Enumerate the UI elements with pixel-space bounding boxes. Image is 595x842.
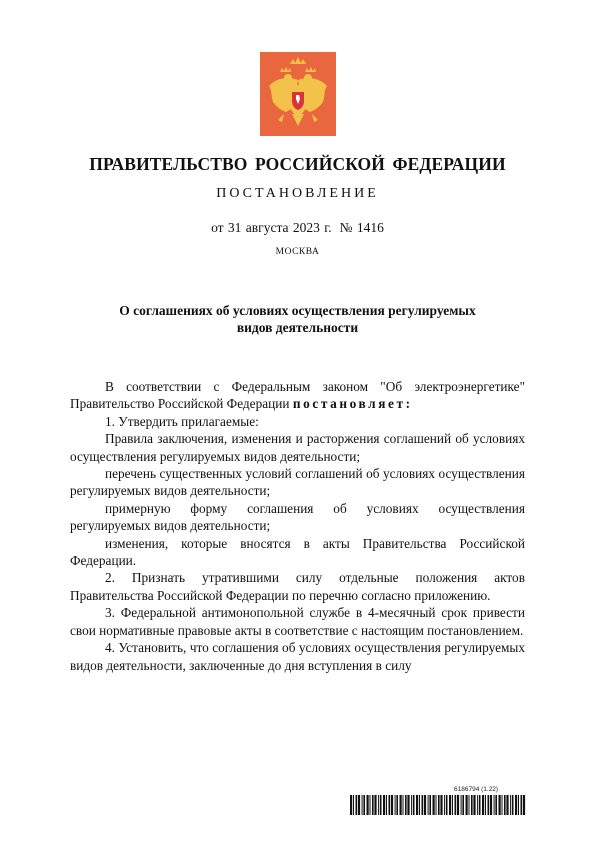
document-type: ПОСТАНОВЛЕНИЕ	[216, 186, 379, 201]
date-and-number	[0, 220, 595, 236]
document-body	[70, 378, 525, 674]
paragraph-list: перечень существенных условий соглашений об условиях осуществления регулируемых видов деятельности;	[70, 466, 525, 499]
paragraph-2: 2. Признать утратившими силу отдельные положения актов Правительства Российской Федерации по перечню согласно приложению.	[70, 570, 525, 603]
subject-line-1: О соглашениях об условиях осуществления регулируемых	[119, 303, 476, 318]
paragraph-preamble	[70, 378, 525, 413]
city: МОСКВА	[275, 247, 320, 257]
document-subject	[90, 302, 505, 336]
paragraph-3: 3. Федеральной антимонопольной службе в 4-месячный срок привести свои нормативные правовые акты в соответствие с настоящим постановлением.	[70, 605, 525, 638]
russian-coat-of-arms-icon	[260, 52, 336, 136]
preamble-text: В соответствии с Федеральным законом "Об электроэнергетике" Правительство Российской Федерации	[70, 379, 525, 412]
paragraph-form: примерную форму соглашения об условиях осуществления регулируемых видов деятельности;	[70, 500, 525, 534]
barcode-icon	[350, 795, 526, 815]
paragraph-4: 4. Установить, что соглашения об условиях осуществления регулируемых видов деятельности, заключенные до дня вступления в силу	[70, 640, 525, 673]
document-number: № 1416	[339, 220, 384, 235]
decree-word: постановляет:	[292, 396, 413, 412]
subject-line-2: видов деятельности	[236, 320, 359, 335]
document-date: от 31 августа 2023 г.	[211, 220, 332, 235]
barcode-number: 6186794 (1.22)	[454, 786, 499, 793]
paragraph-changes: изменения, которые вносятся в акты Правительства Российской Федерации.	[70, 535, 525, 569]
government-title: ПРАВИТЕЛЬСТВО РОССИЙСКОЙ ФЕДЕРАЦИИ	[89, 154, 506, 174]
paragraph-rules: Правила заключения, изменения и расторжения соглашений об условиях осуществления регулируемых видов деятельности;	[70, 431, 525, 464]
paragraph-1: 1. Утвердить прилагаемые:	[105, 413, 259, 429]
